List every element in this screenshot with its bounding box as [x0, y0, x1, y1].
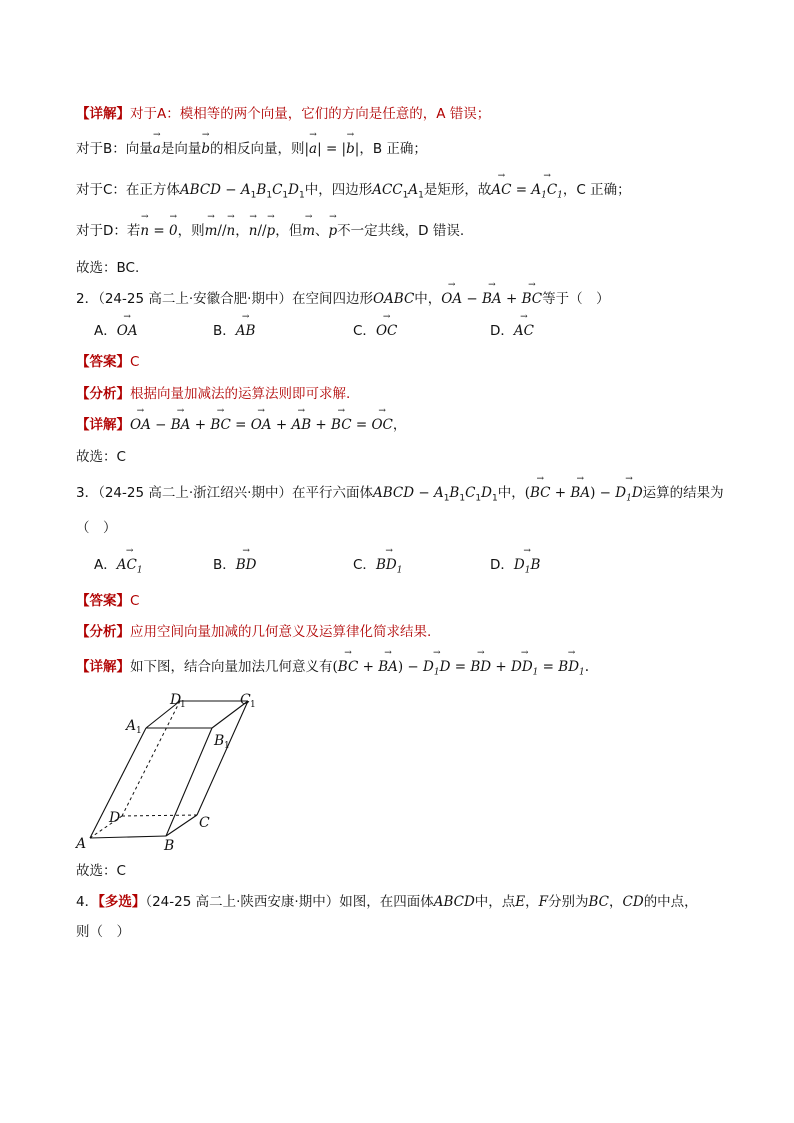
q2-option-d: D．→ AC [490, 321, 534, 341]
label-c1: C [240, 692, 251, 708]
q3-option-c: C．→ $BD_1$ [353, 555, 402, 581]
label-b1: B [214, 733, 225, 749]
q2-conclusion: 故选：C [76, 449, 126, 465]
p1-answer: 故选：BC. [76, 260, 140, 276]
parallelepiped-figure [74, 692, 256, 854]
p1-detail-a: 【详解】对于A：模相等的两个向量，它们的方向是任意的，A 错误； [76, 106, 491, 122]
q3-option-b: B．→ BD [213, 555, 257, 575]
q2-option-a: A．→ OA [94, 321, 138, 341]
edge-dc-hidden [122, 815, 197, 816]
q3-answer: 【答案】C [76, 593, 140, 609]
label-b: B [164, 838, 175, 854]
label-d: D [109, 810, 121, 826]
label-b1-sub: 1 [224, 741, 230, 751]
q2-option-c: C．→ OC [353, 321, 397, 341]
q3-detail: 【详解】如下图，结合向量加法几何意义有(→ BC + → BA) − → $D_1D$ = → BD + → $DD_1$ = → $BD_1$. [76, 657, 589, 683]
q2-stem: 2．（24-25 高二上·安徽合肥·期中）在空间四边形OABC中，→ OA − → BA + → BC等于（ ） [76, 289, 610, 309]
q2-detail: 【详解】→ OA − → BA + → BC = → OA + → AB + → BC = → OC， [76, 415, 406, 435]
edge-ab [90, 836, 166, 838]
q3-option-a: A．→ $AC_1$ [94, 555, 143, 581]
q3-conclusion: 故选：C [76, 863, 126, 879]
q2-answer: 【答案】C [76, 354, 140, 370]
label-c: C [199, 815, 210, 831]
label-c1-sub: 1 [250, 700, 256, 710]
label-d1: D [170, 692, 182, 708]
q3-analysis: 【分析】应用空间向量加减的几何意义及运算律化简求结果. [76, 624, 432, 640]
q3-blank: （ ） [76, 520, 117, 536]
q4-stem-line2: 则（ ） [76, 924, 130, 940]
q3-option-d: D．→ $D_1B$ [490, 555, 540, 581]
p1-detail-b: 对于B：向量→ a是向量→ b的相反向量，则|→ a| = |→ b|，B 正确； [76, 139, 427, 159]
label-a1-sub: 1 [136, 726, 142, 736]
q4-stem: 4．【多选】（24-25 高二上·陕西安康·期中）如图，在四面体ABCD中，点E，F分别为BC，CD的中点， [76, 894, 698, 910]
q2-analysis: 【分析】根据向量加减法的运算法则即可求解. [76, 386, 351, 402]
q2-option-b: B．→ AB [213, 321, 255, 341]
label-a: A [76, 836, 87, 852]
p1-detail-d: 对于D：若→ n = → 0，则→ m//→ n，→ n//→ p，但→ m、→ p不一定共线，D 错误. [76, 221, 464, 241]
q3-stem: 3．（24-25 高二上·浙江绍兴·期中）在平行六面体ABCD − $A_1B_1C_1D_1$中，(→ BC + → BA) − → $D_1D$运算的结果为 [76, 483, 724, 509]
edge-c1c [197, 701, 248, 815]
p1-detail-c: 对于C：在正方体ABCD − $A_1B_1C_1D_1$中，四边形$ACC_1A_1$是矩形，故→ AC = → $A_1C_1$，C 正确； [76, 180, 631, 206]
label-d1-sub: 1 [180, 700, 186, 710]
label-a1: A [126, 718, 137, 734]
